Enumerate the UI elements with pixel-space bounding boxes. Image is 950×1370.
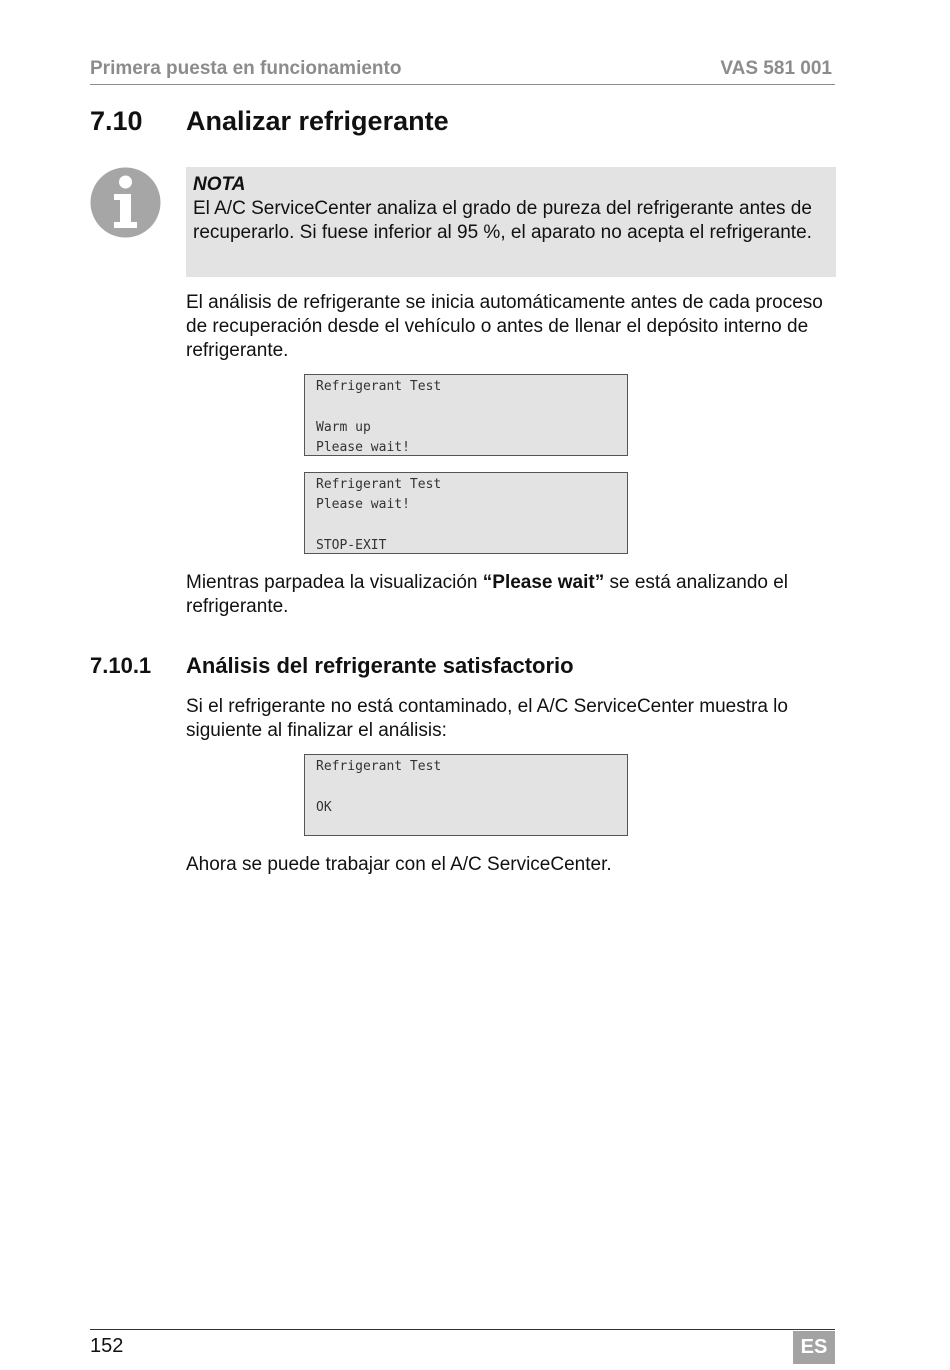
header-divider bbox=[90, 84, 835, 85]
model-number: VAS 581 001 bbox=[720, 58, 832, 79]
page-number: 152 bbox=[90, 1335, 124, 1357]
info-icon bbox=[90, 167, 161, 238]
display-line bbox=[316, 818, 621, 838]
lcd-display-ok bbox=[304, 754, 628, 836]
display-line: Refrigerant Test bbox=[316, 477, 442, 492]
blink-text-after: se está analizando el refrigerante. bbox=[186, 572, 789, 617]
lcd-display-please-wait bbox=[304, 472, 628, 554]
language-badge: ES bbox=[793, 1331, 835, 1364]
blink-paragraph bbox=[186, 571, 834, 619]
section-number: 7.10 bbox=[90, 106, 143, 136]
display-line bbox=[316, 777, 621, 797]
display-line bbox=[316, 516, 621, 536]
note-title: NOTA bbox=[193, 174, 246, 195]
chapter-title: Primera puesta en funcionamiento bbox=[90, 58, 402, 79]
display-line: Warm up bbox=[316, 419, 371, 435]
subsection-number: 7.10.1 bbox=[90, 653, 152, 678]
note-text: El A/C ServiceCenter analiza el grado de pureza del refrigerante antes de recuperarlo. Si fuese inferior al 95 %, el aparato no acepta el refrigerante. bbox=[193, 198, 812, 243]
subsection-paragraph: Si el refrigerante no está contaminado, el A/C ServiceCenter muestra lo siguiente al finalizar el análisis: bbox=[186, 696, 788, 741]
display-line: OK bbox=[316, 799, 332, 815]
display-line bbox=[316, 397, 621, 417]
please-wait-emphasis: “Please wait” bbox=[482, 572, 605, 593]
display-line: Refrigerant Test bbox=[316, 379, 442, 394]
display-line: STOP-EXIT bbox=[316, 537, 387, 553]
intro-paragraph: El análisis de refrigerante se inicia automáticamente antes de cada proceso de recuperación desde el vehículo o antes de llenar el depósito interno de refrigerante. bbox=[186, 292, 823, 361]
final-paragraph: Ahora se puede trabajar con el A/C ServiceCenter. bbox=[186, 854, 612, 875]
display-line: Please wait! bbox=[316, 497, 410, 513]
footer-divider bbox=[90, 1329, 835, 1330]
note-box bbox=[186, 167, 836, 277]
lcd-display-warm-up bbox=[304, 374, 628, 456]
display-line: Please wait! bbox=[316, 439, 410, 455]
section-title: Analizar refrigerante bbox=[186, 106, 449, 136]
display-line: Refrigerant Test bbox=[316, 759, 442, 774]
blink-text-before: Mientras parpadea la visualización bbox=[186, 572, 483, 593]
subsection-title: Análisis del refrigerante satisfactorio bbox=[186, 653, 574, 678]
